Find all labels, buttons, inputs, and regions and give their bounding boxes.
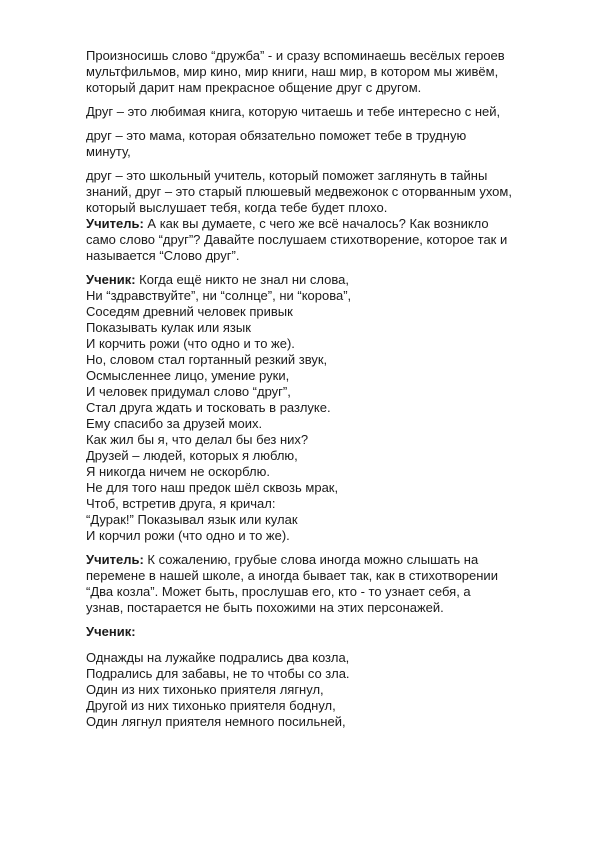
speaker-label: Учитель:: [86, 552, 144, 567]
pupil-poem-1: [86, 272, 556, 544]
poem-line: Другой из них тихонько приятеля боднул,: [86, 698, 336, 713]
poem-line: И человек придумал слово “друг”,: [86, 384, 291, 399]
poem-line: Соседям древний человек привык: [86, 304, 293, 319]
poem-line: Ни “здравствуйте”, ни “солнце”, ни “корова”,: [86, 288, 352, 303]
text-line: [86, 216, 556, 232]
document-page: [86, 48, 556, 738]
remark-text: А как вы думаете, с чего же всё началось? Как возникло: [143, 216, 489, 231]
poem-line: Не для того наш предок шёл сквозь мрак,: [86, 480, 339, 495]
poem-line: Но, словом стал гортанный резкий звук,: [86, 352, 328, 367]
poem-line: “Дурак!” Показывал язык или кулак: [86, 512, 298, 527]
text-line: друг – это школьный учитель, который поможет заглянуть в тайны: [86, 168, 488, 183]
poem-line: Однажды на лужайке подрались два козла,: [86, 650, 350, 665]
teacher-remark-2: [86, 552, 556, 616]
text-line: мультфильмов, мир кино, мир книги, наш мир, в котором мы живём,: [86, 64, 499, 79]
pupil-poem-2: [86, 650, 556, 730]
speaker-label: Учитель:: [86, 216, 144, 231]
text-line: [86, 552, 556, 568]
poem-line: [86, 272, 556, 288]
poem-line: Как жил бы я, что делал бы без них?: [86, 432, 309, 447]
text-line: “Два козла”. Может быть, прослушав его, кто - то узнает себя, а: [86, 584, 471, 599]
poem-line: Подрались для забавы, не то чтобы со зла.: [86, 666, 350, 681]
intro-paragraph-4: [86, 168, 556, 216]
text-line: друг – это мама, которая обязательно поможет тебе в трудную: [86, 128, 467, 143]
poem-line: Осмысленнее лицо, умение руки,: [86, 368, 290, 383]
text-line: который выслушает тебя, когда тебе будет плохо.: [86, 200, 388, 215]
poem-line: Один лягнул приятеля немного посильней,: [86, 714, 346, 729]
remark-text: К сожалению, грубые слова иногда можно слышать на: [143, 552, 479, 567]
poem-line: Друзей – людей, которых я люблю,: [86, 448, 298, 463]
intro-paragraph-3: [86, 128, 556, 160]
poem-line: Стал друга ждать и тосковать в разлуке.: [86, 400, 331, 415]
text-line: перемене в нашей школе, а иногда бывает так, как в стихотворении: [86, 568, 498, 583]
text-line: узнав, постарается не быть похожими на этих персонажей.: [86, 600, 444, 615]
poem-line: И корчил рожи (что одно и то же).: [86, 528, 290, 543]
poem-line: И корчить рожи (что одно и то же).: [86, 336, 295, 351]
text-line: Произносишь слово “дружба” - и сразу вспоминаешь весёлых героев: [86, 48, 505, 63]
text-line: называется “Слово друг”.: [86, 248, 240, 263]
speaker-label: Ученик:: [86, 272, 136, 287]
text-line: само слово “друг”? Давайте послушаем стихотворение, которое так и: [86, 232, 508, 247]
text-line: Друг – это любимая книга, которую читаешь и тебе интересно с ней,: [86, 104, 501, 119]
poem-text: Когда ещё никто не знал ни слова,: [135, 272, 349, 287]
text-line: знаний, друг – это старый плюшевый медвежонок с оторванным ухом,: [86, 184, 512, 199]
text-line: который дарит нам прекрасное общение друг с другом.: [86, 80, 422, 95]
teacher-remark-1: [86, 216, 556, 264]
pupil-label-2: Ученик:: [86, 624, 136, 639]
poem-line: Показывать кулак или язык: [86, 320, 251, 335]
intro-paragraph-2: [86, 104, 556, 120]
intro-paragraph-1: [86, 48, 556, 96]
poem-line: Я никогда ничем не оскорблю.: [86, 464, 270, 479]
poem-line: Чтоб, встретив друга, я кричал:: [86, 496, 276, 511]
poem-line: Один из них тихонько приятеля лягнул,: [86, 682, 324, 697]
poem-line: Ему спасибо за друзей моих.: [86, 416, 263, 431]
text-line: минуту,: [86, 144, 131, 159]
